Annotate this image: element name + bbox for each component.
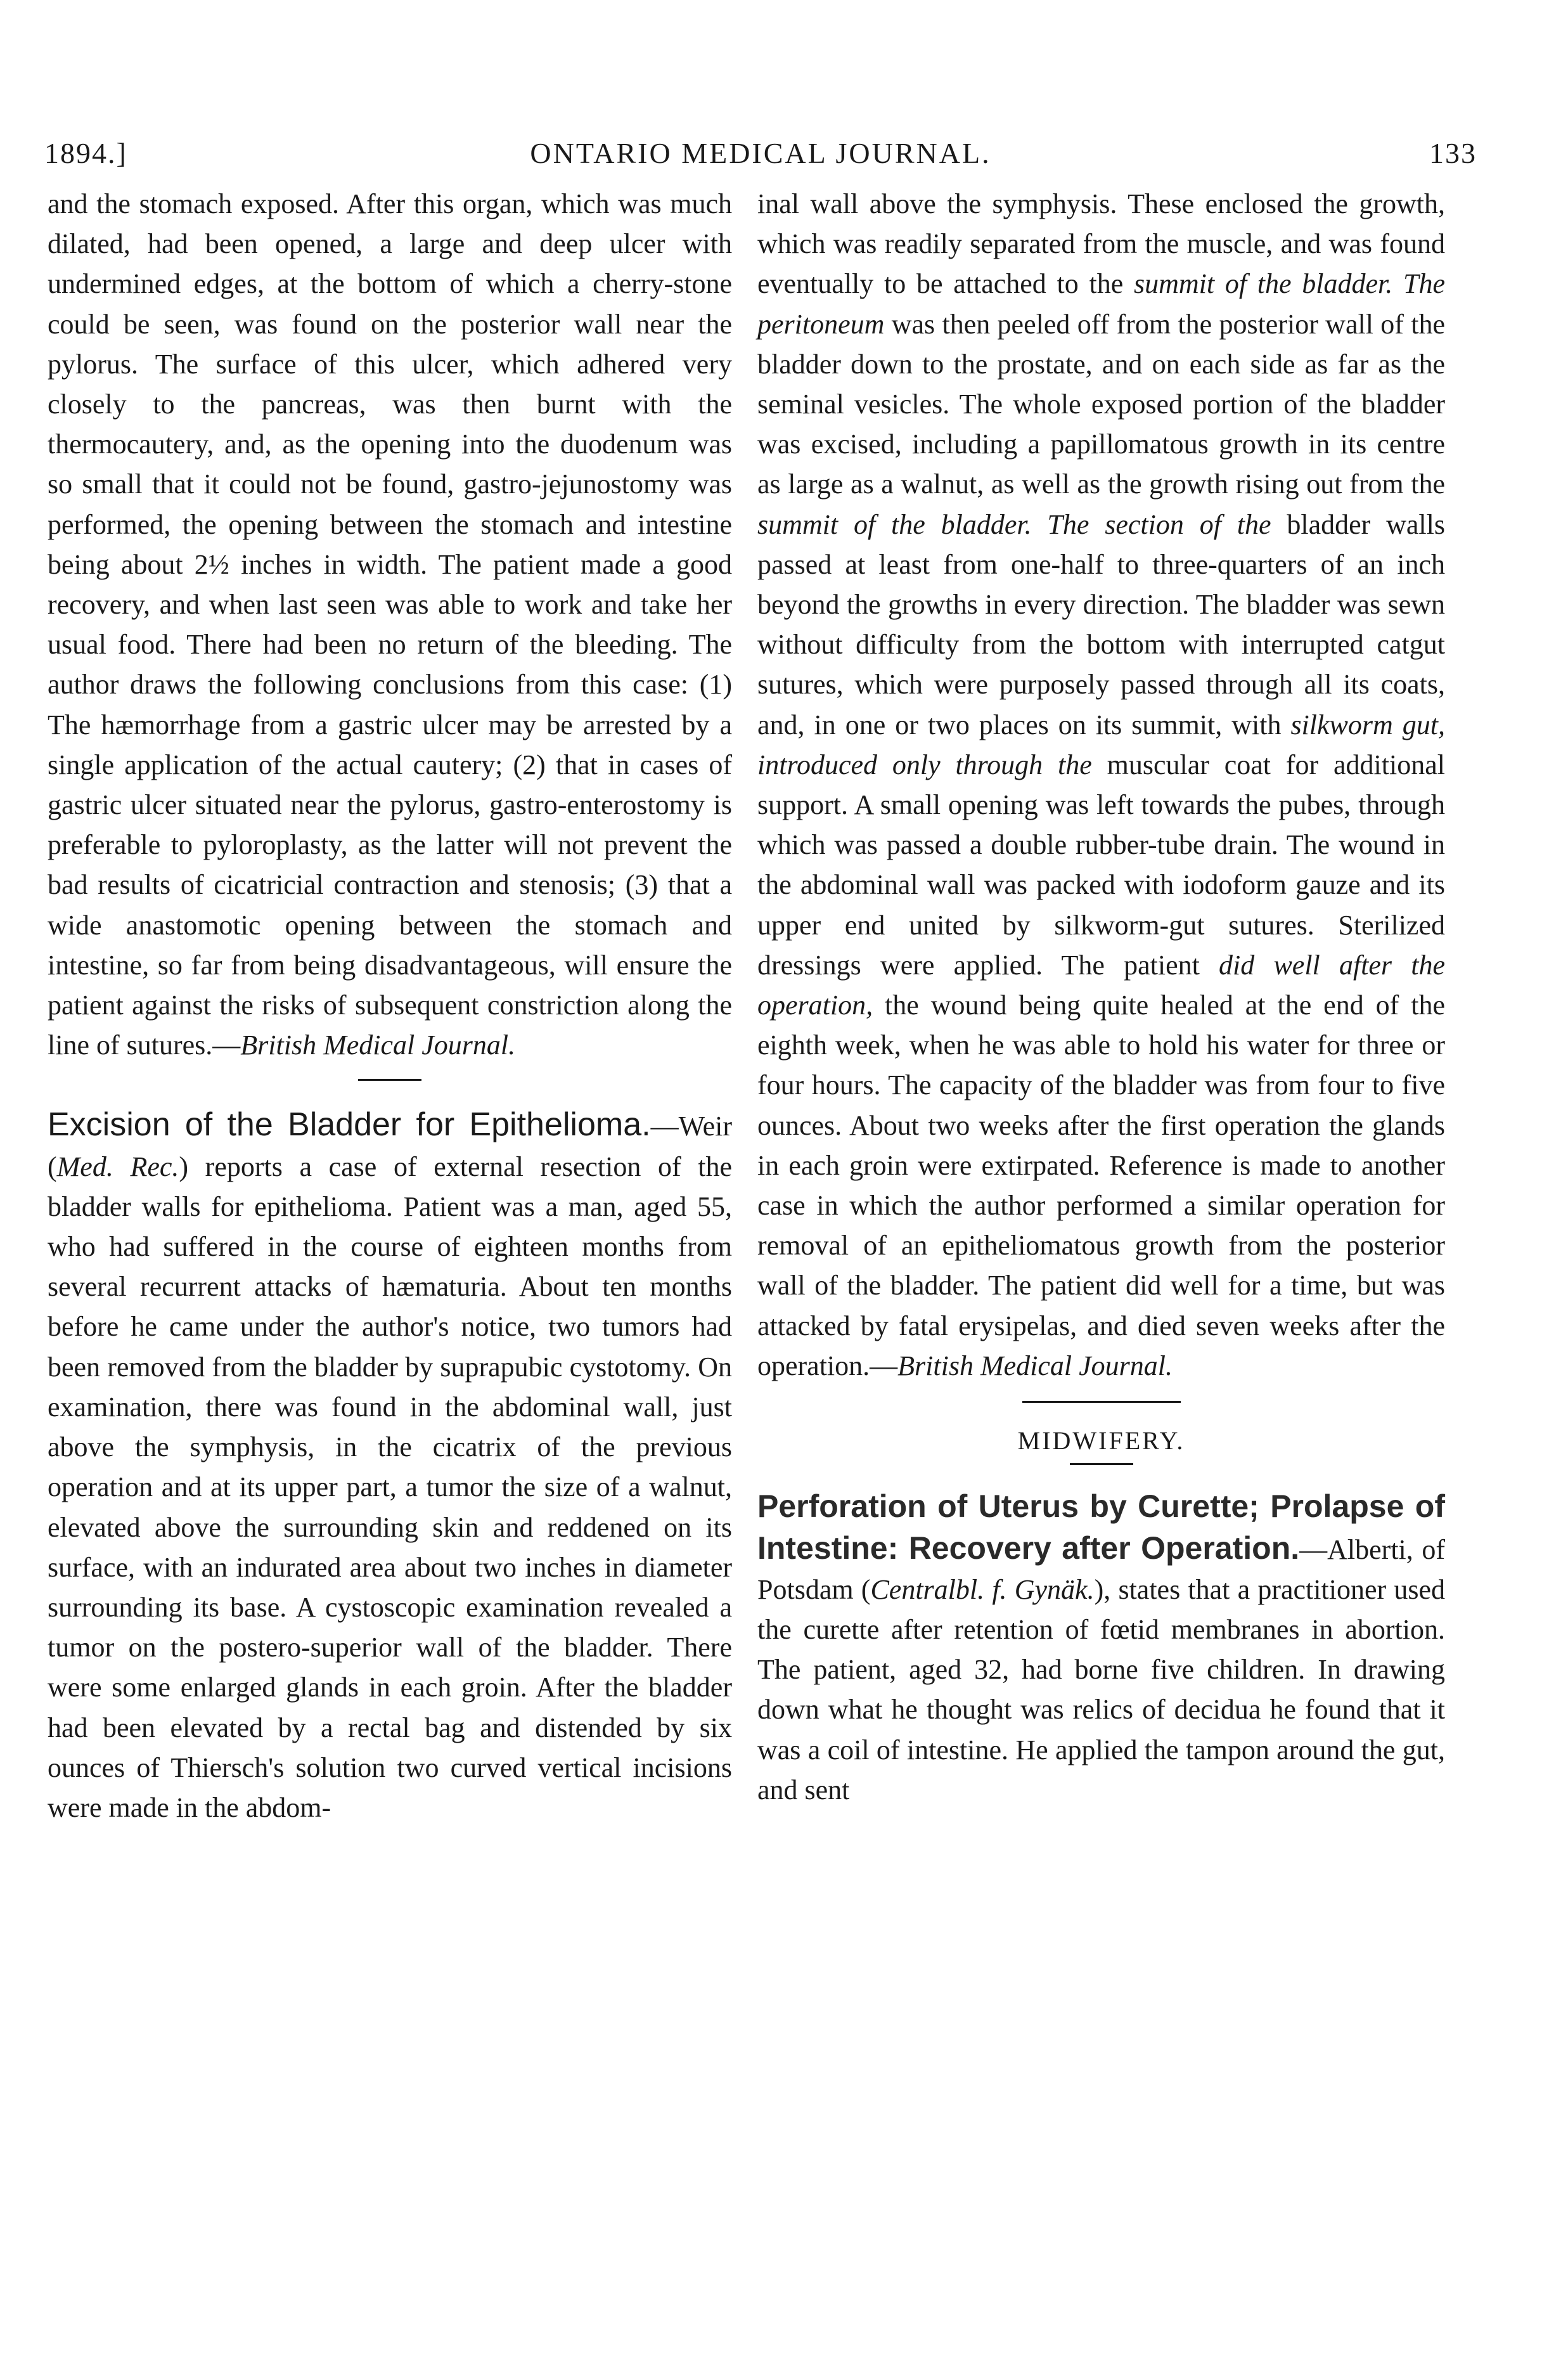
left-column bbox=[48, 184, 732, 1828]
italic-segment: summit of the bladder. The section of the bbox=[757, 508, 1271, 540]
source-citation: British Medical Journal. bbox=[897, 1350, 1173, 1381]
article-heading: Excision of the Bladder for Epithelioma. bbox=[48, 1106, 651, 1144]
section-divider bbox=[1022, 1401, 1181, 1403]
text-segment: bladder walls passed at least from one-half to three-quarters of an inch beyond the growths in every direction. The bladder was sewn without difficulty from the bottom with interrupted catgut sutures, which were purposely passed through all its coats, and, in one or two places on its summit, with bbox=[757, 508, 1446, 740]
reference-citation: Med. Rec. bbox=[56, 1151, 179, 1182]
text-segment: was then peeled off from the posterior wall of the bladder down to the prostate, and on each side as far as the seminal vesicles. The whole exposed portion of the bladder was excised, including a papillomatous growth in its centre as large as a walnut, as well as the growth rising out from the bbox=[757, 308, 1445, 500]
article-intro: —Alberti, of Potsdam ( bbox=[757, 1533, 1445, 1605]
header-year: 1894.] bbox=[44, 137, 127, 169]
article-heading: Perforation of Uterus by Curette; Prolapse of Intestine: Recovery after Operation. bbox=[757, 1488, 1445, 1566]
text-segment: muscular coat for additional support. A small opening was left towards the pubes, through which was passed a double rubber-tube drain. The wound in the abdominal wall was packed with iodoform gauze and its upper end united by silkworm-gut sutures. Sterilized dressings were applied. The patient bbox=[757, 749, 1445, 981]
source-citation: British Medical Journal. bbox=[240, 1029, 516, 1061]
text-segment: inal wall above the symphysis. These enclosed the growth, which was readily separated from the muscle, and was found eventually to be attached to the bbox=[757, 188, 1445, 300]
section-divider bbox=[358, 1079, 421, 1081]
article-uterus-perforation bbox=[757, 1487, 1445, 1810]
right-column bbox=[757, 184, 1445, 1810]
section-title-midwifery: MIDWIFERY. bbox=[1017, 1426, 1185, 1455]
italic-segment: silkworm gut, introduced only through the bbox=[757, 709, 1445, 780]
page-number: 133 bbox=[1429, 137, 1477, 169]
italic-segment: did well after the operation, bbox=[757, 949, 1445, 1021]
reference-citation: Centralbl. f. Gynäk. bbox=[870, 1573, 1095, 1605]
section-divider bbox=[1070, 1463, 1133, 1465]
running-head bbox=[44, 136, 1477, 181]
text-segment: the wound being quite healed at the end of the eighth week, when he was able to hold his water for three or four hours. The capacity of the bladder was from four to five ounces. About two weeks after the first operation the glands in each groin were extirpated. Reference is made to another case in which the author performed a similar operation for removal of an epitheliomatous growth from the posterior wall of the bladder. The patient did well for a time, but was attacked by fatal erysipelas, and died seven weeks after the operation.— bbox=[757, 990, 1445, 1381]
paragraph-bladder-continued bbox=[757, 184, 1445, 1386]
article-bladder-excision bbox=[48, 1105, 732, 1828]
paragraph-gastric-ulcer bbox=[48, 184, 732, 1065]
italic-segment: summit of the bladder. The peritoneum bbox=[757, 268, 1446, 340]
article-intro: —Weir ( bbox=[48, 1111, 732, 1182]
article-text: ), states that a practitioner used the curette after retention of fœtid membranes in abortion. The patient, aged 32, had borne five children. In drawing down what he thought was relics of decidua he found that it was a coil of intestine. He applied the tampon around the gut, and sent bbox=[757, 1573, 1445, 1805]
paragraph-text: and the stomach exposed. After this organ, which was much dilated, had been opened, a large and deep ulcer with undermined edges, at the bottom of which a cherry-stone could be seen, was found on the posterior wall near the pylorus. The surface of this ulcer, which adhered very closely to the pancreas, was then burnt with the thermocautery, and, as the opening into the duodenum was so small that it could not be found, gastro-jejunostomy was performed, the opening between the stomach and intestine being about 2½ inches in width. The patient made a good recovery, and when last seen was able to work and take her usual food. There had been no return of the bleeding. The author draws the following conclusions from this case: (1) The hæmorrhage from a gastric ulcer may be arrested by a single application of the actual cautery; (2) that in cases of gastric ulcer situated near the pylorus, gastro-enterostomy is preferable to pyloroplasty, as the latter will not prevent the bad results of cicatricial contraction and stenosis; (3) that a wide anastomotic opening between the stomach and intestine, so far from being disadvantageous, will ensure the patient against the risks of subsequent constriction along the line of sutures.— bbox=[48, 188, 732, 1061]
journal-title: ONTARIO MEDICAL JOURNAL. bbox=[530, 137, 991, 169]
article-text: ) reports a case of external resection of the bladder walls for epithelioma. Patient was a man, aged 55, who had suffered in the course of eighteen months from several recurrent attacks of hæmaturia. About ten months before he came under the author's notice, two tumors had been removed from the bladder by suprapubic cystotomy. On examination, there was found in the abdominal wall, just above the symphysis, in the cicatrix of the previous operation and at its upper part, a tumor the size of a walnut, elevated above the surrounding skin and reddened on its surface, with an indurated area about two inches in diameter surrounding its base. A cystoscopic examination revealed a tumor on the postero-superior wall of the bladder. There were some enlarged glands in each groin. After the bladder had been elevated by a rectal bag and distended by six ounces of Thiersch's solution two curved vertical incisions were made in the abdom- bbox=[48, 1151, 732, 1823]
